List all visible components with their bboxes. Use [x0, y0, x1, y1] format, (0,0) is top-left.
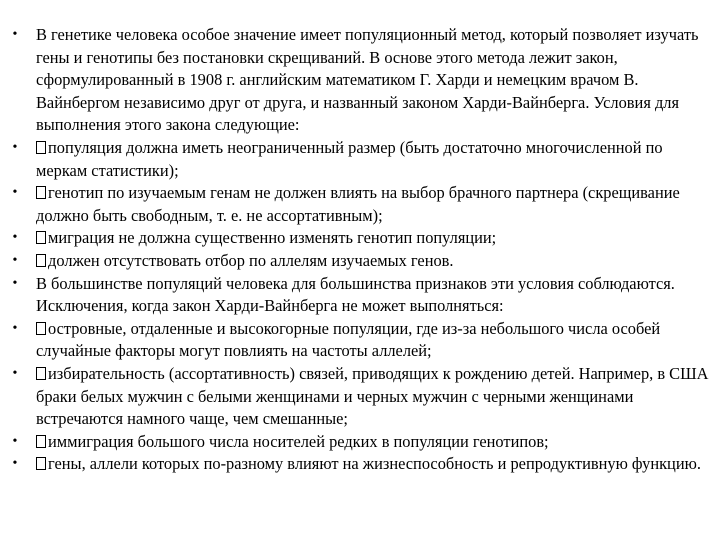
checkbox-glyph-icon — [36, 141, 46, 154]
bullet-text: должен отсутствовать отбор по аллелям изучаемых генов. — [48, 250, 454, 270]
bullet-text: иммиграция большого числа носителей редких в популяции генотипов; — [48, 431, 549, 451]
bullet-item — [8, 273, 714, 318]
checkbox-glyph-icon — [36, 435, 46, 448]
bullet-icon: • — [12, 320, 18, 336]
bullet-text: гены, аллели которых по-разному влияют на жизнеспособность и репродуктивную функцию. — [48, 454, 701, 474]
checkbox-glyph-icon — [36, 186, 46, 199]
bullet-text: избирательность (ассортативность) связей, приводящих к рождению детей. Например, в США браки белых мужчин с белыми женщинами и черных мужчин с черными женщинами встречаются намного чаще, чем смешанные; — [36, 363, 709, 429]
bullet-item — [8, 227, 714, 250]
bullet-text: генотип по изучаемым генам не должен влиять на выбор брачного партнера (скрещивание должно быть свободным, т. е. не ассортативным); — [36, 183, 680, 225]
bullet-item — [8, 24, 714, 137]
bullet-item — [8, 182, 714, 227]
bullet-item — [8, 431, 714, 454]
bullet-text: В генетике человека особое значение имеет популяционный метод, который позволяет изучать гены и генотипы без постановки скрещиваний. В основе этого метода лежит закон, сформулированный в 1908 г. английским математиком Г. Харди и немецким врачом В. Вайнбергом независимо друг от друга, и названный законом Харди-Вайнберга. Условия для выполнения этого закона следующие: — [36, 25, 699, 135]
bullet-list — [8, 24, 714, 476]
bullet-icon: • — [12, 185, 18, 201]
bullet-item — [8, 250, 714, 273]
bullet-icon: • — [12, 456, 18, 472]
bullet-item — [8, 453, 714, 476]
bullet-icon: • — [12, 252, 18, 268]
bullet-icon: • — [12, 139, 18, 155]
bullet-item — [8, 318, 714, 363]
bullet-icon: • — [12, 275, 18, 291]
checkbox-glyph-icon — [36, 367, 46, 380]
bullet-icon: • — [12, 365, 18, 381]
bullet-text: популяция должна иметь неограниченный размер (быть достаточно многочисленной по меркам статистики); — [36, 137, 663, 180]
bullet-icon: • — [12, 230, 18, 246]
bullet-icon: • — [12, 27, 18, 42]
checkbox-glyph-icon — [36, 254, 46, 267]
bullet-item — [8, 363, 714, 431]
checkbox-glyph-icon — [36, 457, 46, 470]
bullet-text: островные, отдаленные и высокогорные популяции, где из-за небольшого числа особей случайные факторы могут повлиять на частоты аллелей; — [36, 318, 661, 361]
checkbox-glyph-icon — [36, 231, 46, 244]
bullet-text: миграция не должна существенно изменять генотип популяции; — [48, 228, 497, 248]
bullet-item — [8, 137, 714, 182]
bullet-icon: • — [12, 433, 18, 449]
bullet-text: В большинстве популяций человека для большинства признаков эти условия соблюдаются. Исключения, когда закон Харди-Вайнберга не может выполняться: — [36, 273, 675, 316]
checkbox-glyph-icon — [36, 322, 46, 335]
